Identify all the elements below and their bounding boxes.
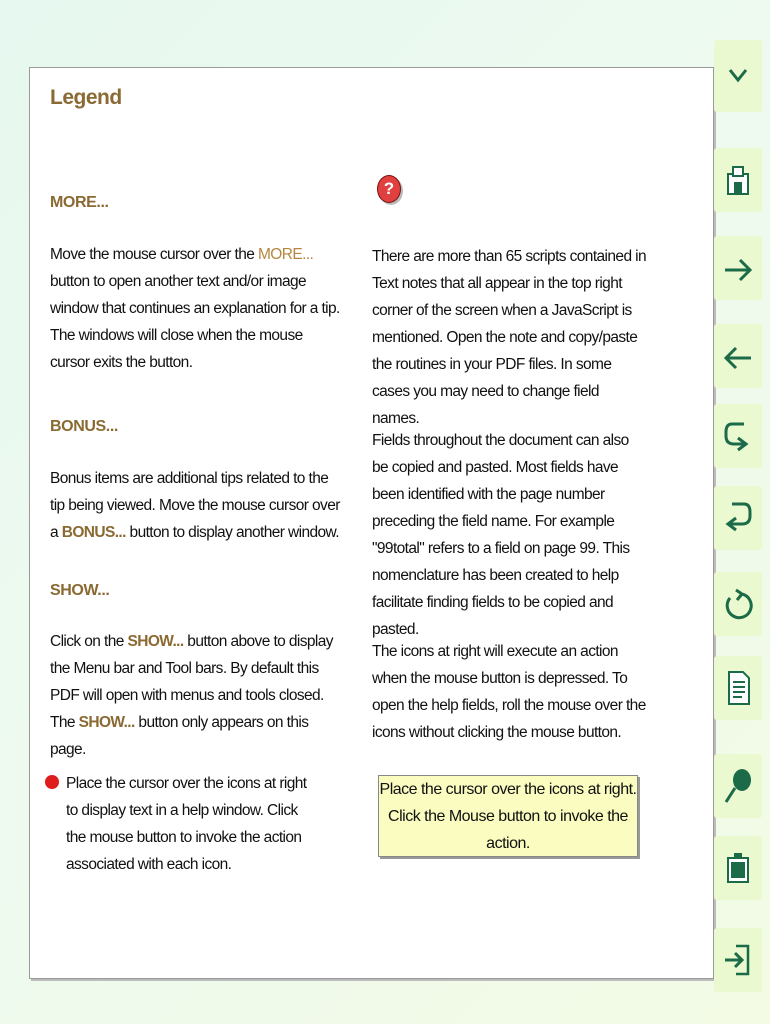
question-note-icon[interactable]: ? [377, 175, 401, 203]
document-icon[interactable] [714, 656, 762, 720]
home-icon[interactable] [714, 148, 762, 212]
help-hint-box [378, 775, 638, 857]
page-panel [29, 67, 714, 979]
legend-title: Legend [50, 86, 122, 109]
next-page-icon[interactable] [714, 236, 762, 300]
show-keyword-2: SHOW... [78, 714, 135, 731]
icons-paragraph: The icons at right will execute an action when the mouse button is depressed. To open the help fields, roll the mouse over the icons without clicking the mouse button. [372, 643, 646, 741]
go-forward-icon[interactable] [714, 486, 762, 550]
bonus-heading: BONUS... [50, 418, 118, 435]
print-icon[interactable] [714, 836, 762, 900]
previous-page-icon[interactable] [714, 324, 762, 388]
search-icon[interactable] [714, 754, 762, 818]
fields-paragraph: Fields throughout the document can also be copied and pasted. Most fields have been identified with the page number preceding the field name. For example "99total" refers to a field on page 99. This nomenclature has been created to help facilitate finding fields to be copied and pasted. [372, 432, 630, 638]
scripts-paragraph: There are more than 65 scripts contained in Text notes that all appear in the top right corner of the screen when a JavaScript is mentioned. Open the note and copy/paste the routines in your PDF files. In some cases you may need to change field names. [372, 248, 647, 427]
hint-line-1: Place the cursor over the icons at right. [379, 780, 637, 798]
bullet-text: Place the cursor over the icons at right to display text in a help window. Click the mouse button to invoke the action associated with each icon. [66, 775, 307, 873]
bullet-icon [45, 775, 59, 789]
bonus-keyword: BONUS... [61, 524, 126, 541]
more-heading: MORE... [50, 194, 109, 211]
show-keyword: SHOW... [127, 633, 184, 650]
more-paragraph: Move the mouse cursor over the MORE... button to open another text and/or image window that continues an explanation for a tip. The windows will close when the mouse cursor exits the button. [50, 246, 340, 371]
bonus-paragraph: Bonus items are additional tips related to the tip being viewed. Move the mouse cursor over a BONUS... button to display another window. [50, 470, 340, 541]
show-paragraph: Click on the SHOW... button above to display the Menu bar and Tool bars. By default this PDF will open with menus and tools closed. The SHOW... button only appears on this page. [50, 633, 333, 758]
reload-icon[interactable] [714, 572, 762, 636]
hint-line-2: Click the Mouse button to invoke the action. [388, 807, 628, 852]
go-back-icon[interactable] [714, 404, 762, 468]
exit-icon[interactable] [714, 928, 762, 992]
more-keyword: MORE... [257, 246, 314, 263]
show-heading: SHOW... [50, 582, 110, 599]
chevron-down-icon[interactable] [714, 40, 762, 112]
navigation-toolbar [714, 40, 770, 1024]
